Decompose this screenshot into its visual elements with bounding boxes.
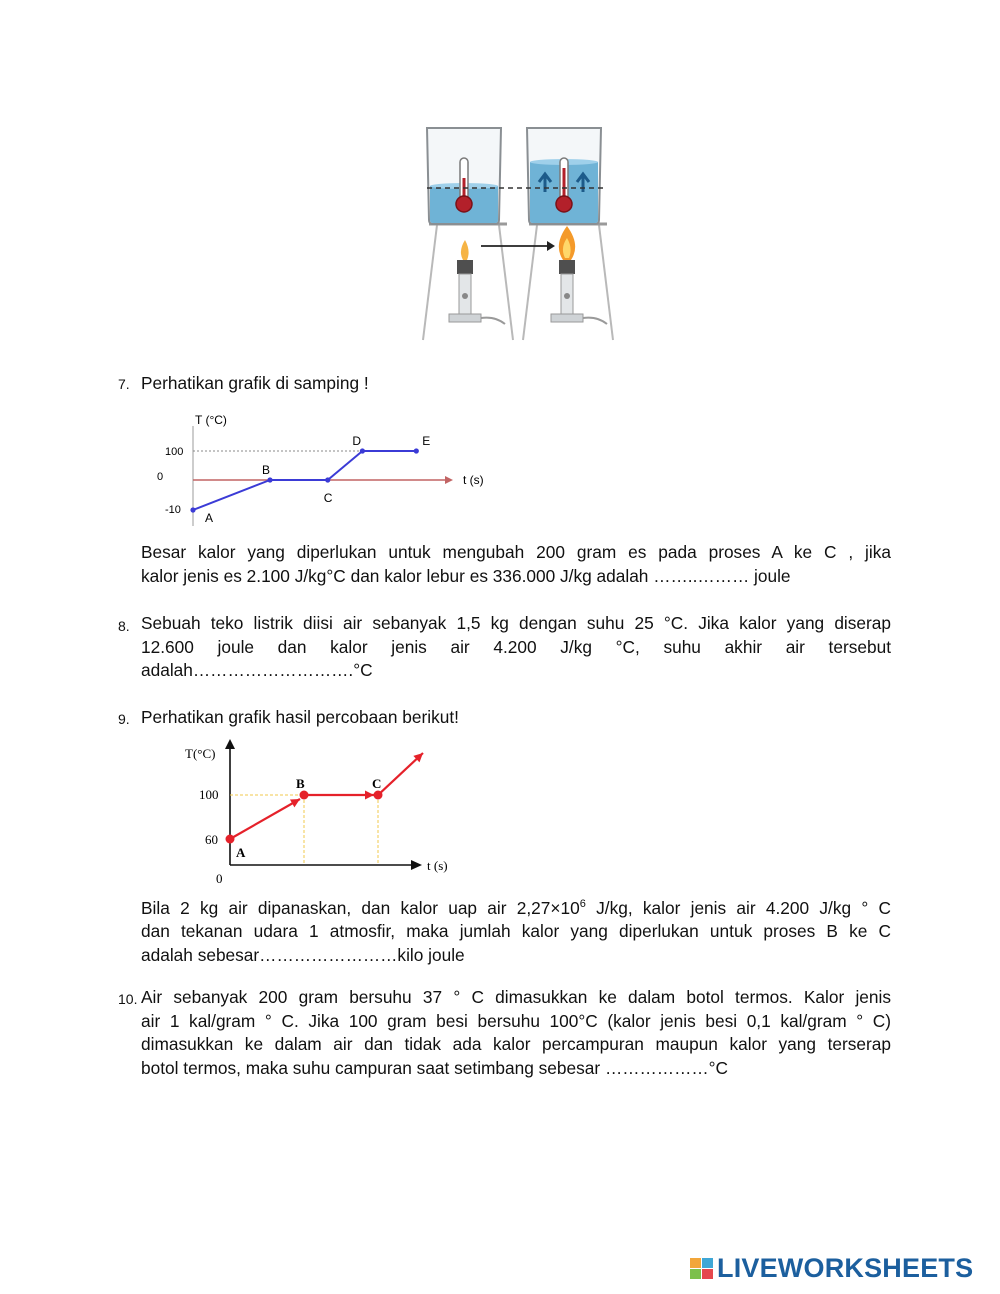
q9-point-label-C: C bbox=[372, 776, 382, 791]
q7-prompt: Perhatikan grafik di samping ! bbox=[141, 373, 369, 393]
q7-point-A bbox=[190, 507, 195, 512]
q7-number: 7. bbox=[118, 376, 130, 392]
q8-body-line-1: Sebuah teko listrik diisi air sebanyak 1,5 kg dengan suhu 25 °C. Jika kalor yang diserap bbox=[141, 613, 891, 633]
q10-body-line-2: air 1 kal/gram ° C. Jika 100 gram besi bersuhu 100°C (kalor jenis besi 0,1 kal/gram ° C) bbox=[141, 1010, 891, 1031]
q9-segment-AB bbox=[230, 799, 300, 839]
liveworksheets-wordmark: LIVEWORKSHEETS bbox=[717, 1253, 974, 1283]
q7-point-B bbox=[267, 477, 272, 482]
q7-body bbox=[141, 541, 891, 588]
q10-body-line-1: Air sebanyak 200 gram bersuhu 37 ° C dimasukkan ke dalam botol termos. Kalor jenis bbox=[141, 987, 891, 1007]
q9-ytick-60: 60 bbox=[205, 832, 218, 847]
q9-body-line-1-pre: Bila 2 kg air dipanaskan, dan kalor uap air 2,27×10 bbox=[141, 897, 580, 918]
q9-body bbox=[141, 893, 891, 967]
q9-ytick-0: 0 bbox=[216, 871, 223, 886]
q7-point-label-B: B bbox=[262, 463, 271, 477]
q7-segment-3 bbox=[328, 451, 363, 480]
q10-body bbox=[141, 986, 891, 1080]
q7-point-E bbox=[414, 448, 419, 453]
q9-body-line-1-post: J/kg, kalor jenis air 4.200 J/kg ° C bbox=[585, 897, 891, 918]
liveworksheets-logo[interactable] bbox=[690, 1253, 973, 1284]
q9-ytick-100: 100 bbox=[199, 787, 219, 802]
q7-point-label-C: C bbox=[323, 491, 333, 505]
beaker-burner-illustration bbox=[415, 120, 625, 345]
q10-body-line-4: botol termos, maka suhu campuran saat setimbang sebesar ………………°C bbox=[141, 1057, 729, 1078]
q9-segment-after-C bbox=[378, 753, 423, 795]
q8-number: 8. bbox=[118, 618, 130, 634]
q7-point-C bbox=[325, 477, 330, 482]
q9-number: 9. bbox=[118, 711, 130, 727]
q10-body-line-3: dimasukkan ke dalam air dan tidak ada kalor percampuran maupun kalor yang terserap bbox=[141, 1034, 891, 1054]
q8-body-line-2: 12.600 joule dan kalor jenis air 4.200 J/kg °C, suhu akhir air tersebut bbox=[141, 636, 891, 657]
q9-point-label-B: B bbox=[296, 776, 305, 791]
q7-graph bbox=[155, 408, 500, 533]
q7-segment-1 bbox=[193, 480, 270, 510]
liveworksheets-logo-icon bbox=[690, 1258, 714, 1280]
q7-point-D bbox=[360, 448, 365, 453]
q8-body bbox=[141, 612, 891, 683]
q8-body-line-3: adalah……………………….°C bbox=[141, 660, 373, 680]
q9-xlabel: t (s) bbox=[427, 858, 448, 873]
q7-body-line-2: kalor jenis es 2.100 J/kg°C dan kalor lebur es 336.000 J/kg adalah ……..……… joule bbox=[141, 565, 791, 586]
q7-ylabel: T (°C) bbox=[195, 413, 227, 427]
q9-point-B bbox=[300, 791, 309, 800]
q9-graph bbox=[175, 735, 465, 890]
q7-body-line-1: Besar kalor yang diperlukan untuk mengubah 200 gram es pada proses A ke C , jika bbox=[141, 542, 891, 562]
q9-body-line-1 bbox=[141, 893, 891, 920]
q9-point-C bbox=[374, 791, 383, 800]
q7-point-label-D: D bbox=[352, 434, 362, 448]
q7-ytick-neg10: -10 bbox=[165, 504, 181, 516]
q7-ytick-100: 100 bbox=[165, 446, 184, 458]
q7-point-label-A: A bbox=[205, 511, 214, 525]
q9-prompt: Perhatikan grafik hasil percobaan berikut! bbox=[141, 707, 459, 727]
q9-ylabel: T(°C) bbox=[185, 746, 216, 761]
q7-point-label-E: E bbox=[422, 434, 431, 448]
q9-point-label-A: A bbox=[236, 845, 246, 860]
q7-xlabel: t (s) bbox=[463, 473, 484, 487]
q7-ytick-0: 0 bbox=[157, 471, 164, 483]
q9-segment-BC-head bbox=[365, 791, 374, 800]
q9-body-line-3: adalah sebesar……………………kilo joule bbox=[141, 944, 465, 965]
q9-body-exponent: 6 bbox=[579, 898, 586, 910]
q9-point-A bbox=[226, 835, 235, 844]
q10-number: 10. bbox=[118, 991, 138, 1007]
q9-body-line-2: dan tekanan udara 1 atmosfir, maka jumlah kalor yang diperlukan untuk proses B ke C bbox=[141, 921, 891, 942]
